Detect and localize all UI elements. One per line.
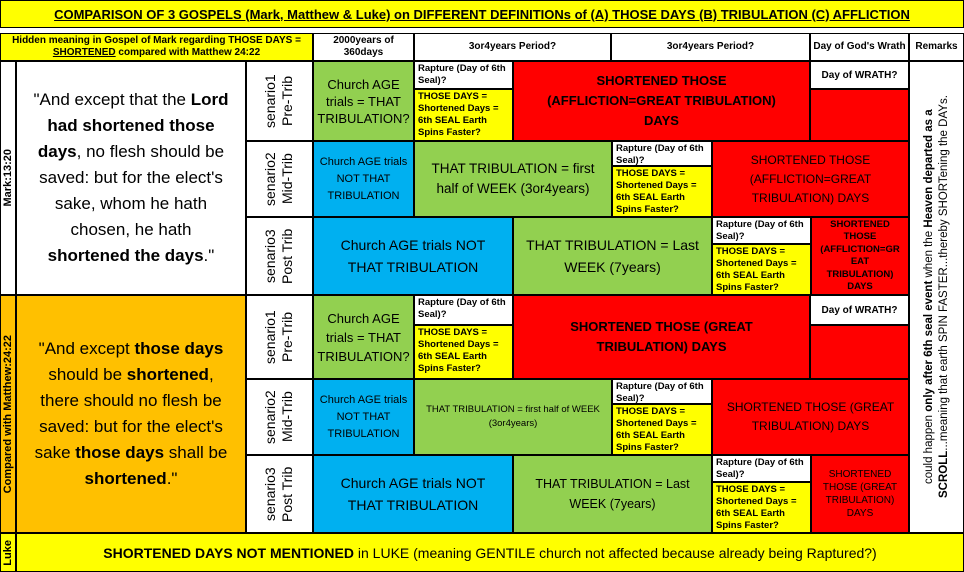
mark-s3-label	[246, 217, 313, 295]
mark-s2-green	[414, 141, 612, 217]
matthew-s2-rapture-text: Rapture (Day of 6th Seal)?	[616, 381, 704, 404]
matthew-s3-rapture-text: Rapture (Day of 6th Seal)?	[716, 457, 804, 480]
header-period2-text: 3or4years Period?	[666, 41, 755, 52]
matthew-quote-p1: "And except	[38, 339, 135, 358]
matthew-quote-p5: ."	[166, 469, 178, 488]
remarks-t2: when the	[922, 227, 935, 282]
matthew-side-label-text: Compared with Matthew:24:22	[2, 334, 14, 494]
matthew-quote-p2b: shortened	[126, 365, 209, 384]
header-remarks	[909, 33, 964, 61]
matthew-s2-rapture	[612, 379, 712, 404]
luke-text-rest: in LUKE (meaning GENTILE church not affected because already being Raptured?)	[354, 544, 877, 561]
mark-s1-those-days	[414, 89, 513, 141]
mark-quote	[16, 61, 246, 295]
remarks-t2b: Heaven departed as a SCROLL	[922, 109, 950, 499]
luke-row	[16, 533, 964, 572]
matthew-quote	[16, 295, 246, 533]
mark-s3-rapture	[712, 217, 811, 244]
matthew-s2-church	[313, 379, 414, 455]
mark-s1-rapture-text: Rapture (Day of 6th Seal)?	[418, 63, 506, 86]
mark-s3-label-text: senario3 Post Trib	[261, 228, 295, 284]
matthew-s2-label-text: senario2 Mid-Trib	[261, 390, 295, 444]
mark-s2-label-text: senario2 Mid-Trib	[261, 152, 295, 206]
hidden-meaning-line1: Hidden meaning in Gospel of Mark regarding THOSE DAYS =	[12, 35, 301, 46]
mark-s2-church	[313, 141, 414, 217]
header-2000years-text: 2000years of 360days	[333, 35, 394, 58]
mark-s3-rapture-text: Rapture (Day of 6th Seal)?	[716, 219, 804, 242]
remarks	[909, 61, 964, 533]
hidden-meaning-header	[0, 33, 313, 61]
matthew-s1-red-text: SHORTENED THOSE (GREAT TRIBULATION) DAYS	[570, 319, 753, 354]
matthew-quote-text	[29, 336, 233, 492]
mark-s2-rapture	[612, 141, 712, 166]
mark-s3-those-days	[712, 244, 811, 295]
matthew-s2-red	[712, 379, 909, 455]
matthew-s1-those-text: THOSE DAYS = Shortened Days = 6th SEAL Earth Spins Faster?	[418, 327, 499, 374]
mark-s3-green	[513, 217, 712, 295]
matthew-quote-p2: should be	[48, 365, 127, 384]
mark-s1-those-text: THOSE DAYS = Shortened Days = 6th SEAL Earth Spins Faster?	[418, 91, 499, 138]
mark-s3-green-text: THAT TRIBULATION = Last WEEK (7years)	[526, 237, 699, 275]
matthew-s1-church	[313, 295, 414, 379]
matthew-s3-green	[513, 455, 712, 533]
matthew-s3-label-text: senario3 Post Trib	[261, 466, 295, 522]
matthew-quote-p4b: shortened	[84, 469, 167, 488]
mark-s1-red	[513, 61, 810, 141]
matthew-s3-those-text: THOSE DAYS = Shortened Days = 6th SEAL Earth Spins Faster?	[716, 484, 797, 531]
header-period2	[611, 33, 810, 61]
mark-side-label	[0, 61, 16, 295]
mark-s2-red	[712, 141, 909, 217]
mark-quote-p1b: Lord had shortened those days	[37, 90, 229, 161]
mark-s3-church	[313, 217, 513, 295]
header-period1	[414, 33, 611, 61]
matthew-s1-wrath	[810, 295, 909, 325]
matthew-s1-wrath-text: Day of WRATH?	[821, 304, 898, 316]
mark-quote-text	[29, 87, 233, 269]
mark-s2-red-text: SHORTENED THOSE (AFFLICTION=GREAT TRIBULATION) DAYS	[749, 152, 872, 205]
matthew-s1-label	[246, 295, 313, 379]
matthew-s1-those-days	[414, 325, 513, 379]
matthew-s1-church-text: Church AGE trials = THAT TRIBULATION?	[317, 310, 410, 364]
matthew-s1-rapture-text: Rapture (Day of 6th Seal)?	[418, 297, 506, 320]
remarks-text	[922, 67, 952, 527]
hidden-meaning-shortened: SHORTENED	[52, 47, 116, 58]
remarks-t3: ...meaning that earth SPIN FASTER...thereby SHORTening the DAYs.	[937, 95, 950, 452]
luke-side-label	[0, 533, 16, 572]
matthew-s2-church-text: Church AGE trials NOT THAT TRIBULATION	[319, 393, 408, 440]
header-wrath-text: Day of God's Wrath	[813, 41, 906, 52]
remarks-t1b: only after 6th seal event	[922, 281, 935, 413]
mark-s1-label-text: senario1 Pre-Trib	[261, 74, 295, 128]
mark-quote-p2b: shortened the days	[47, 246, 204, 265]
matthew-s3-red-text: SHORTENED THOSE (GREAT TRIBULATION) DAYS	[822, 469, 898, 519]
mark-quote-p1: "And except that the	[33, 90, 191, 109]
matthew-s3-church-text: Church AGE trials NOT THAT TRIBULATION	[340, 475, 486, 513]
header-period1-text: 3or4years Period?	[468, 41, 557, 52]
matthew-s3-those-days	[712, 482, 811, 533]
mark-quote-p2: , no flesh should be saved: but for the elect's sake, whom he hath chosen, he hath	[39, 142, 225, 239]
mark-s1-wrath-text: Day of WRATH?	[821, 69, 898, 81]
matthew-quote-p3: , there should no flesh be saved: but for the elect's sake	[34, 365, 223, 462]
mark-s1-rapture	[414, 61, 513, 89]
matthew-s1-red-tail	[810, 325, 909, 379]
mark-s2-rapture-text: Rapture (Day of 6th Seal)?	[616, 143, 704, 166]
mark-quote-p3: ."	[203, 246, 215, 265]
mark-s3-those-text: THOSE DAYS = Shortened Days = 6th SEAL Earth Spins Faster?	[716, 246, 797, 293]
chart-title	[0, 0, 964, 28]
matthew-s3-label	[246, 455, 313, 533]
mark-s1-red-text: SHORTENED THOSE (AFFLICTION=GREAT TRIBULATION) DAYS	[547, 73, 776, 128]
hidden-meaning-line2: compared with Matthew 24:22	[115, 47, 261, 58]
mark-s1-red-tail	[810, 89, 909, 141]
mark-s3-red-text: SHORTENED THOSE (AFFLICTION=GR EAT TRIBULATION) DAYS	[820, 218, 900, 292]
mark-s1-wrath	[810, 61, 909, 89]
matthew-side-label	[0, 295, 16, 533]
matthew-s2-those-days	[612, 404, 712, 455]
matthew-quote-p3b: those days	[75, 443, 165, 462]
header-wrath	[810, 33, 909, 61]
mark-s2-green-text: THAT TRIBULATION = first half of WEEK (3or4years)	[431, 161, 595, 196]
luke-text-bold: SHORTENED DAYS NOT MENTIONED	[103, 544, 354, 561]
mark-s2-label	[246, 141, 313, 217]
mark-s1-church-text: Church AGE trials = THAT TRIBULATION?	[317, 76, 410, 126]
matthew-s2-label	[246, 379, 313, 455]
matthew-quote-p1b: those days	[134, 339, 224, 358]
mark-s1-church	[313, 61, 414, 141]
matthew-s2-green-text: THAT TRIBULATION = first half of WEEK (3or4years)	[426, 404, 600, 429]
matthew-s3-church	[313, 455, 513, 533]
mark-s2-those-text: THOSE DAYS = Shortened Days = 6th SEAL Earth Spins Faster?	[616, 168, 697, 215]
mark-s3-red	[811, 217, 909, 295]
mark-s2-church-text: Church AGE trials NOT THAT TRIBULATION	[319, 155, 408, 202]
matthew-quote-p4: shall be	[164, 443, 228, 462]
matthew-s2-those-text: THOSE DAYS = Shortened Days = 6th SEAL Earth Spins Faster?	[616, 406, 697, 453]
matthew-s3-red	[811, 455, 909, 533]
remarks-t1: could happen	[922, 412, 935, 485]
luke-side-label-text: Luke	[2, 539, 14, 566]
header-2000years	[313, 33, 414, 61]
matthew-s1-label-text: senario1 Pre-Trib	[261, 310, 295, 364]
header-remarks-text: Remarks	[915, 41, 958, 52]
matthew-s1-rapture	[414, 295, 513, 325]
luke-row-text	[103, 545, 876, 561]
matthew-s2-red-text: SHORTENED THOSE (GREAT TRIBULATION) DAYS	[726, 400, 895, 433]
mark-s3-church-text: Church AGE trials NOT THAT TRIBULATION	[340, 237, 486, 275]
matthew-s3-rapture	[712, 455, 811, 482]
mark-side-label-text: Mark:13:20	[2, 149, 14, 207]
matthew-s1-red	[513, 295, 810, 379]
mark-s2-those-days	[612, 166, 712, 217]
mark-s1-label	[246, 61, 313, 141]
matthew-s3-green-text: THAT TRIBULATION = Last WEEK (7years)	[535, 477, 690, 511]
chart-title-text: COMPARISON OF 3 GOSPELS (Mark, Matthew & Luke) on DIFFERENT DEFINITIONs of (A) THOSE DAYS (B) TRIBULATION (C) AFFLICTION	[54, 6, 910, 22]
matthew-s2-green	[414, 379, 612, 455]
